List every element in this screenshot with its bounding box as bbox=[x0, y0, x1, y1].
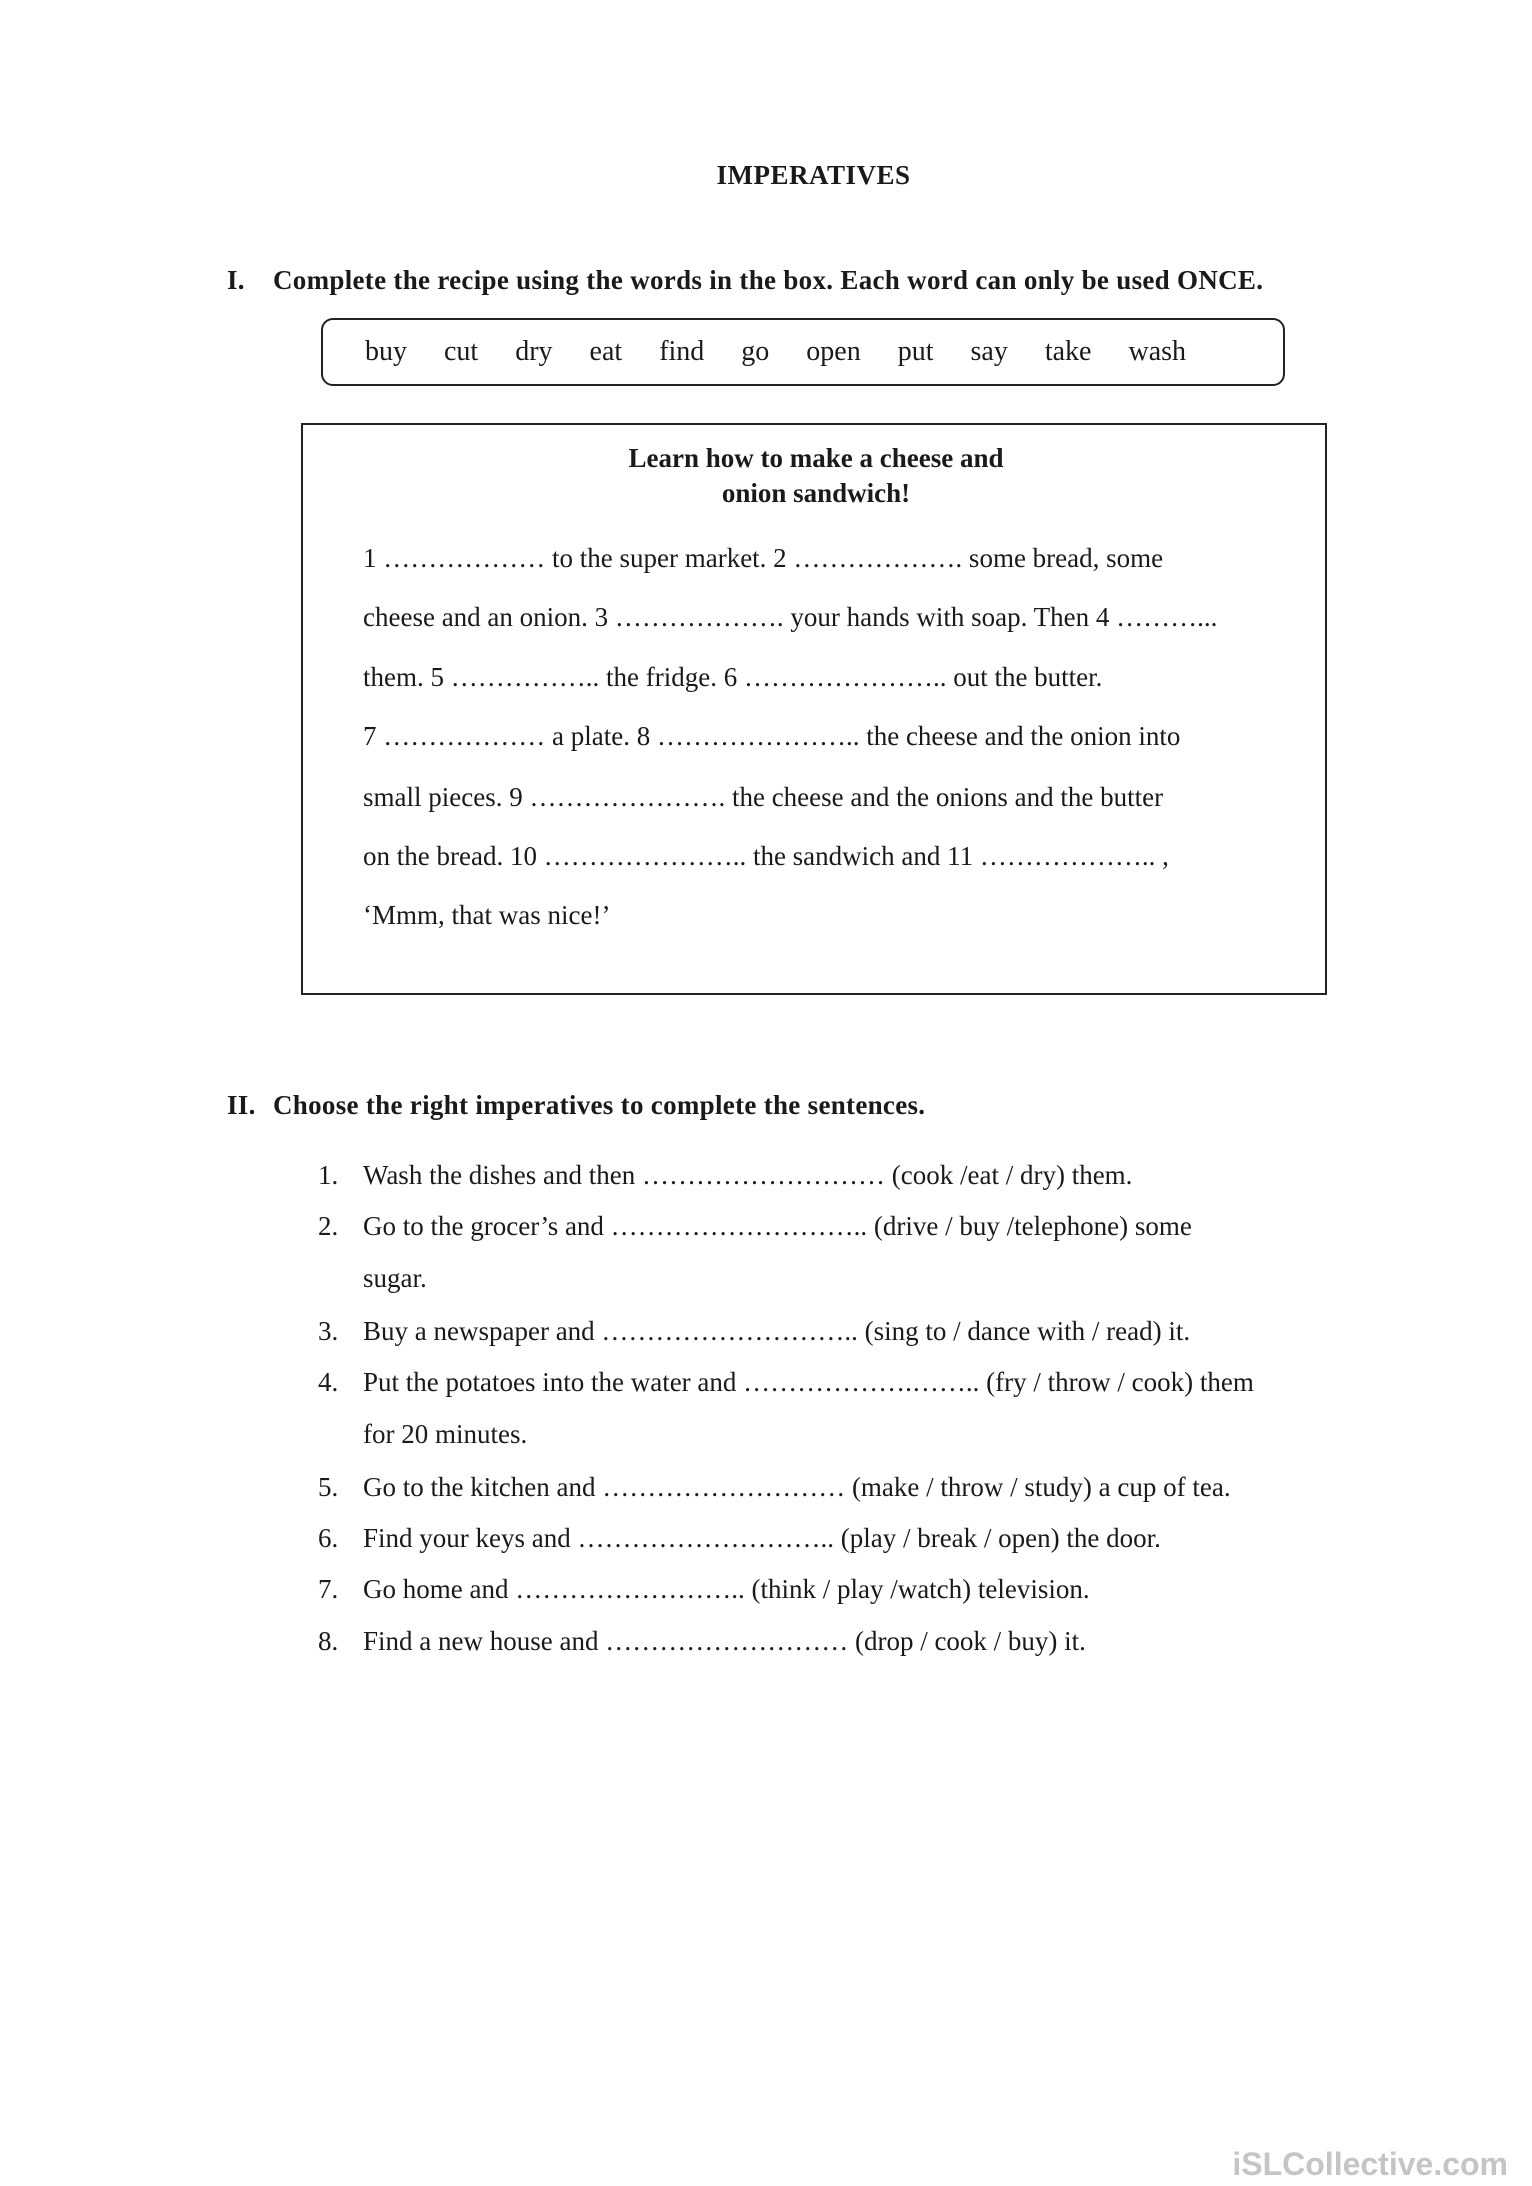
list-item-number: 7. bbox=[318, 1574, 339, 1604]
list-item bbox=[318, 1316, 1190, 1347]
list-item-number: 5. bbox=[318, 1472, 339, 1502]
recipe-line: 7 ……………… a plate. 8 ………………….. the cheese and the onion into bbox=[363, 721, 1181, 751]
list-item bbox=[318, 1211, 1192, 1242]
recipe-line: 1 ……………… to the super market. 2 ………………. some bread, some bbox=[363, 543, 1164, 573]
list-item-continuation: for 20 minutes. bbox=[363, 1419, 528, 1449]
list-item-text: Go to the kitchen and ……………………… (make / throw / study) a cup of tea. bbox=[363, 1472, 1231, 1502]
word-box-item: buy bbox=[365, 336, 407, 367]
word-box-item: cut bbox=[444, 336, 479, 367]
word-box-item: put bbox=[897, 336, 934, 367]
section-1-numeral: I. bbox=[227, 265, 245, 295]
word-box-item: open bbox=[806, 336, 861, 367]
section-1-heading bbox=[227, 265, 1263, 296]
page-title: IMPERATIVES bbox=[716, 160, 911, 190]
recipe-line: ‘Mmm, that was nice!’ bbox=[363, 900, 611, 930]
word-box-item: find bbox=[659, 336, 705, 367]
recipe-line: on the bread. 10 ………………….. the sandwich and 11 ……………….. , bbox=[363, 841, 1169, 871]
recipe-title-line: Learn how to make a cheese and bbox=[628, 443, 1004, 473]
list-item-number: 8. bbox=[318, 1626, 339, 1656]
list-item-text: Go home and …………………….. (think / play /watch) television. bbox=[363, 1574, 1090, 1604]
watermark-logo: iSLCollective.com bbox=[1232, 2146, 1508, 2182]
word-box-item: dry bbox=[515, 336, 553, 367]
list-item bbox=[318, 1472, 1231, 1503]
list-item-text: Go to the grocer’s and ……………………….. (drive / buy /telephone) some bbox=[363, 1211, 1192, 1241]
word-box-item: say bbox=[970, 336, 1008, 367]
word-box-item: eat bbox=[589, 336, 623, 367]
list-item bbox=[318, 1160, 1132, 1191]
list-item bbox=[318, 1574, 1090, 1605]
section-2-instructions: Choose the right imperatives to complete the sentences. bbox=[273, 1090, 926, 1120]
list-item-continuation: sugar. bbox=[363, 1263, 427, 1293]
recipe-title-line: onion sandwich! bbox=[721, 478, 911, 508]
word-box-item: go bbox=[741, 336, 770, 367]
recipe-line: them. 5 …………….. the fridge. 6 ………………….. out the butter. bbox=[363, 662, 1103, 692]
list-item-text: Put the potatoes into the water and ……………….…….. (fry / throw / cook) them bbox=[363, 1367, 1254, 1397]
list-item-text: Wash the dishes and then ……………………… (cook /eat / dry) them. bbox=[363, 1160, 1133, 1190]
list-item-number: 3. bbox=[318, 1316, 339, 1346]
recipe-box bbox=[301, 423, 1327, 995]
list-item bbox=[318, 1626, 1086, 1657]
list-item bbox=[318, 1523, 1161, 1554]
section-2-numeral: II. bbox=[227, 1090, 256, 1120]
word-box-item: wash bbox=[1128, 336, 1187, 367]
list-item-text: Find a new house and ……………………… (drop / cook / buy) it. bbox=[363, 1626, 1086, 1656]
list-item bbox=[318, 1367, 1254, 1398]
list-item-number: 2. bbox=[318, 1211, 339, 1241]
list-item-text: Buy a newspaper and ……………………….. (sing to / dance with / read) it. bbox=[363, 1316, 1191, 1346]
list-item-number: 4. bbox=[318, 1367, 339, 1397]
recipe-line: cheese and an onion. 3 ………………. your hands with soap. Then 4 ………... bbox=[363, 602, 1218, 632]
section-2-heading bbox=[227, 1090, 925, 1121]
list-item-number: 1. bbox=[318, 1160, 339, 1190]
word-box-item: take bbox=[1044, 336, 1092, 367]
recipe-title bbox=[303, 441, 1329, 511]
list-item-number: 6. bbox=[318, 1523, 339, 1553]
section-1-instructions: Complete the recipe using the words in the box. Each word can only be used ONCE. bbox=[273, 265, 1264, 295]
list-item-text: Find your keys and ……………………….. (play / break / open) the door. bbox=[363, 1523, 1161, 1553]
recipe-line: small pieces. 9 …………………. the cheese and the onions and the butter bbox=[363, 782, 1164, 812]
word-box bbox=[321, 318, 1285, 386]
